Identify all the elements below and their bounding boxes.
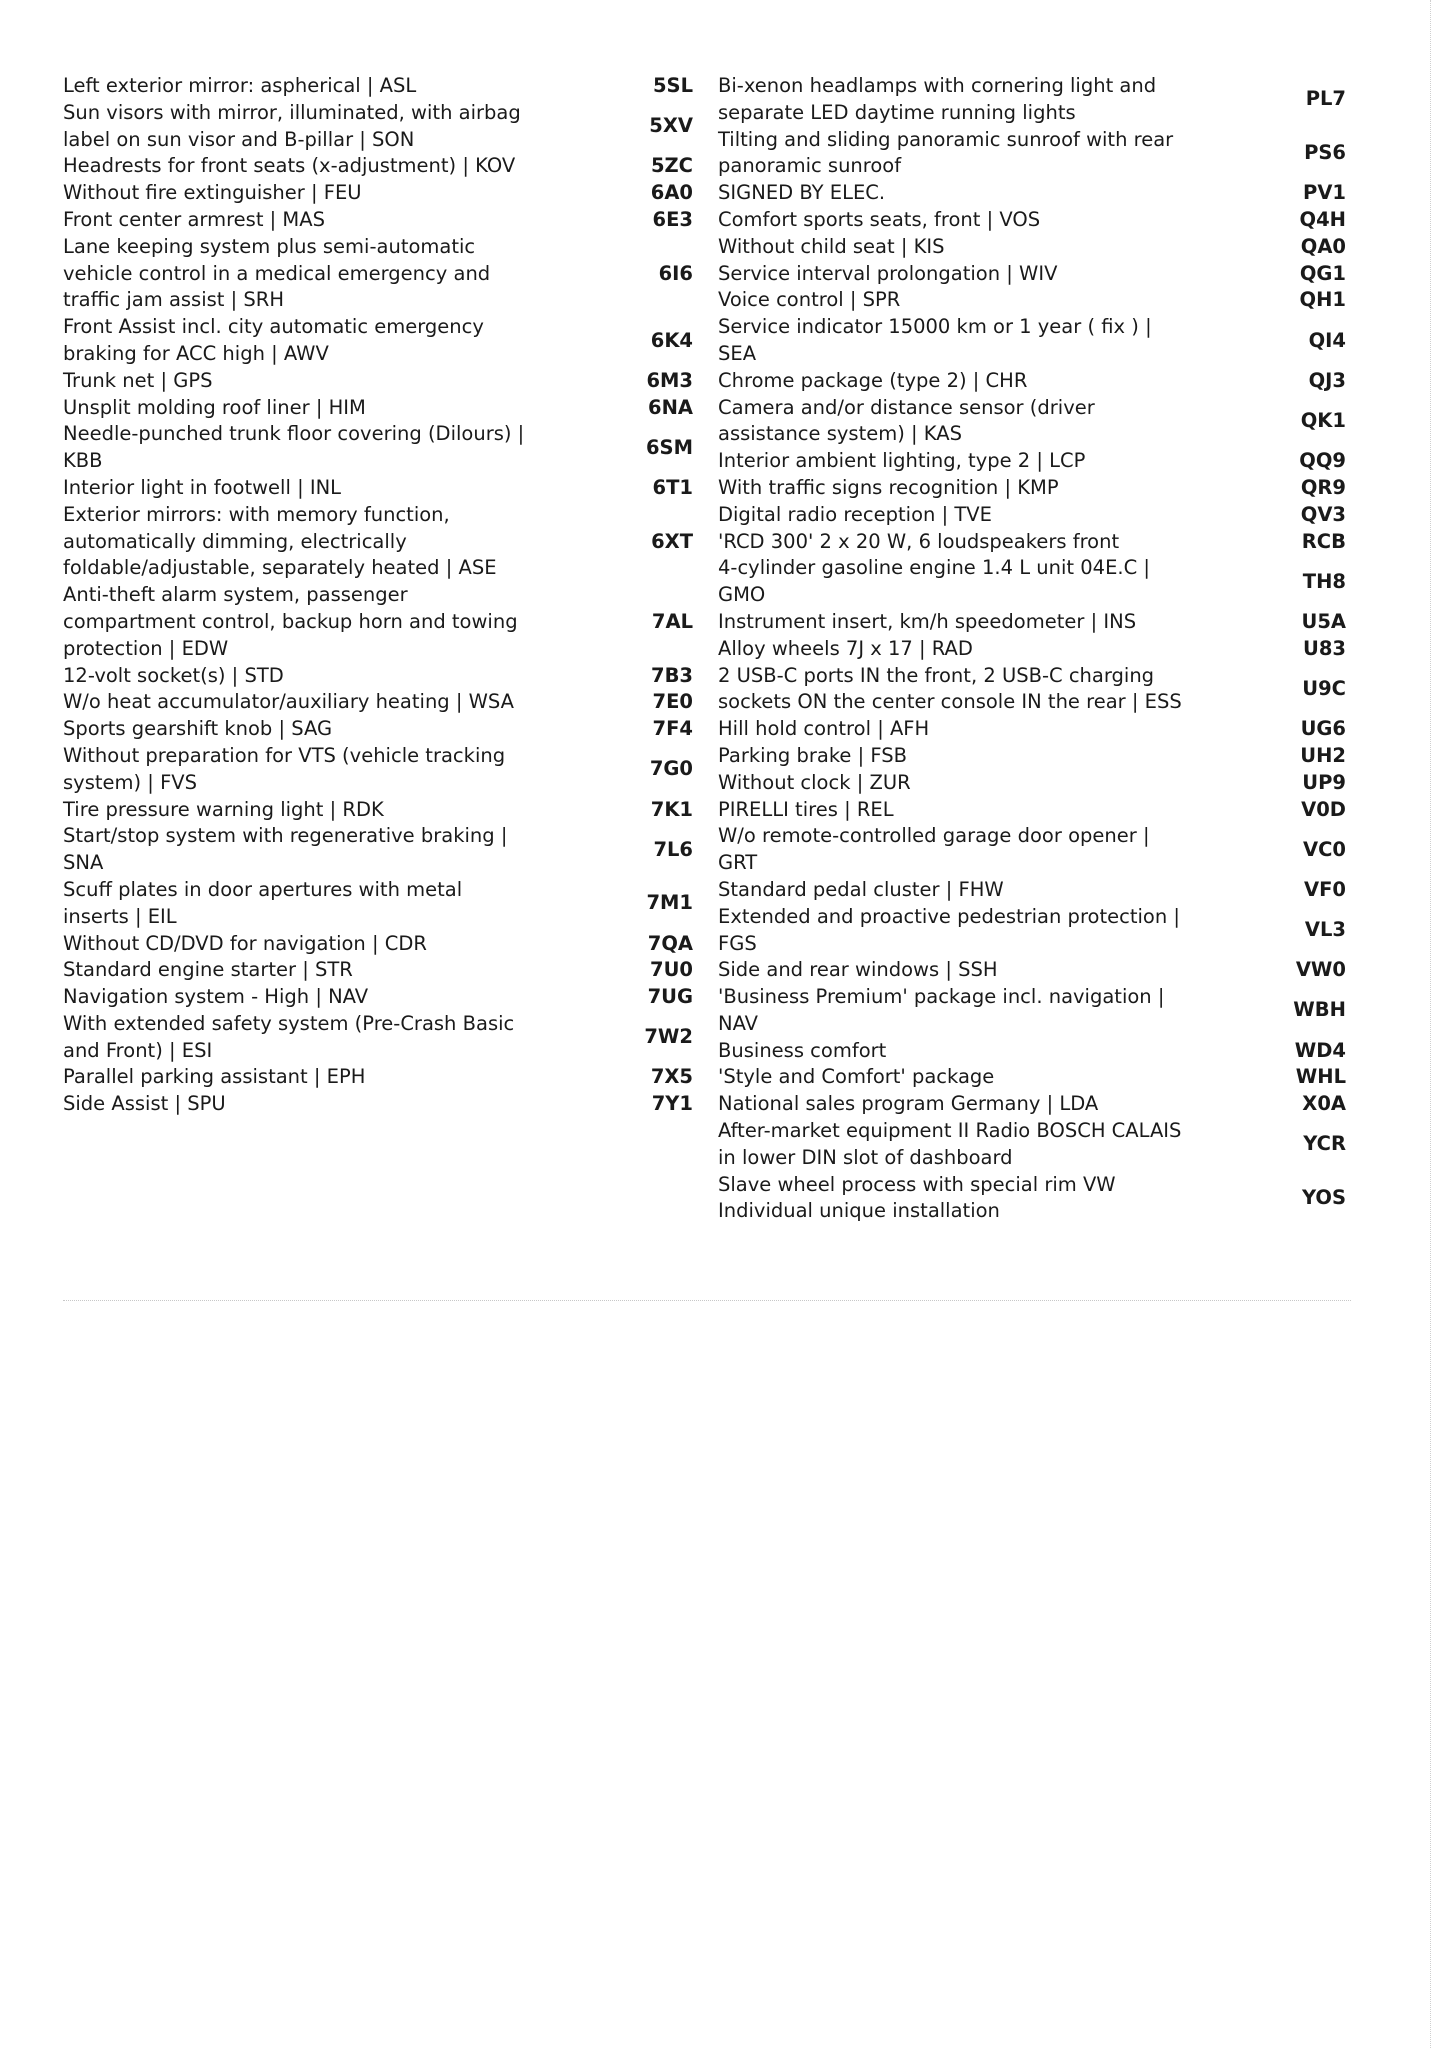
option-row (718, 475, 1348, 502)
option-row (718, 234, 1348, 261)
option-row (718, 207, 1348, 234)
option-description: Start/stop system with regenerative braking | SNA (63, 824, 508, 875)
option-code: VF0 (1304, 877, 1346, 901)
option-row (718, 1118, 1348, 1172)
option-row (718, 127, 1348, 181)
option-code: QG1 (1299, 261, 1346, 285)
option-row (718, 368, 1348, 395)
option-description: Standard engine starter | STR (63, 958, 353, 982)
option-description: 'Business Premium' package incl. navigation | NAV (718, 985, 1165, 1035)
option-description: Hill hold control | AFH (718, 717, 930, 741)
option-row (63, 984, 695, 1011)
option-code: U5A (1301, 609, 1346, 633)
option-code: WHL (1295, 1065, 1346, 1089)
option-code: YCR (1303, 1132, 1346, 1156)
option-code: QK1 (1300, 408, 1346, 432)
option-description: Sun visors with mirror, illuminated, with airbag label on sun visor and B-pillar | SON (63, 100, 521, 151)
option-row (63, 877, 695, 931)
option-code: QH1 (1299, 288, 1346, 312)
option-description: Without preparation for VTS (vehicle tracking system) | FVS (63, 743, 506, 794)
option-row (718, 1091, 1348, 1118)
option-code: QI4 (1308, 328, 1346, 352)
option-description: Unsplit molding roof liner | HIM (63, 395, 366, 419)
option-code: TH8 (1302, 569, 1346, 593)
option-description: Needle-punched trunk floor covering (Dilours) | KBB (63, 422, 525, 473)
option-description: Left exterior mirror: aspherical | ASL (63, 74, 417, 97)
option-code: 6A0 (650, 181, 693, 205)
left-option-list (63, 73, 695, 1118)
option-code: 7Y1 (651, 1092, 693, 1116)
option-row (63, 931, 695, 958)
option-row (718, 1172, 1348, 1226)
option-description: Interior light in footwell | INL (63, 475, 342, 499)
option-code: 6XT (651, 529, 693, 553)
option-code: VC0 (1303, 837, 1346, 861)
option-description: Parallel parking assistant | EPH (63, 1065, 366, 1089)
option-code: QQ9 (1299, 449, 1346, 473)
option-row (63, 743, 695, 797)
option-code: Q4H (1299, 207, 1346, 231)
scan-edge (1430, 0, 1431, 2048)
option-code: 7K1 (650, 797, 693, 821)
option-description: With extended safety system (Pre-Crash Basic and Front) | ESI (63, 1011, 515, 1062)
option-description: Slave wheel process with special rim VW Individual unique installation (718, 1172, 1116, 1223)
option-code: QJ3 (1308, 368, 1346, 392)
option-row (63, 957, 695, 984)
option-row (63, 368, 695, 395)
option-row (718, 957, 1348, 984)
option-code: 7B3 (651, 663, 693, 687)
option-row (718, 180, 1348, 207)
option-row (718, 1038, 1348, 1065)
option-row (718, 770, 1348, 797)
option-description: Without clock | ZUR (718, 770, 911, 794)
option-code: 7X5 (650, 1065, 693, 1089)
option-code: 6K4 (650, 328, 693, 352)
option-description: Front Assist incl. city automatic emergency braking for ACC high | AWV (63, 315, 484, 365)
option-row (718, 609, 1348, 636)
option-description: PIRELLI tires | REL (718, 797, 894, 821)
option-description: Side Assist | SPU (63, 1092, 226, 1116)
option-description: 2 USB-C ports IN the front, 2 USB-C charging sockets ON the center console IN the rear | ESS (718, 663, 1182, 714)
option-row (718, 636, 1348, 663)
option-code: U9C (1302, 676, 1346, 700)
option-row (63, 73, 695, 100)
option-description: 12-volt socket(s) | STD (63, 663, 284, 687)
option-description: Comfort sports seats, front | VOS (718, 207, 1041, 231)
option-description: After-market equipment II Radio BOSCH CALAIS in lower DIN slot of dashboard (718, 1119, 1182, 1169)
option-description: Tilting and sliding panoramic sunroof with rear panoramic sunroof (718, 127, 1174, 178)
option-row (63, 663, 695, 690)
option-code: U83 (1303, 636, 1346, 660)
option-description: 'RCD 300' 2 x 20 W, 6 loudspeakers front (718, 529, 1120, 553)
option-code: PS6 (1304, 140, 1346, 164)
option-code: WBH (1293, 998, 1346, 1022)
option-row (63, 153, 695, 180)
option-row (718, 877, 1348, 904)
option-code: UH2 (1300, 743, 1346, 767)
option-row (63, 100, 695, 154)
option-code: YOS (1301, 1186, 1346, 1210)
option-row (718, 663, 1348, 717)
option-row (718, 529, 1348, 556)
option-code: 7W2 (644, 1025, 693, 1049)
option-row (718, 716, 1348, 743)
option-description: Navigation system - High | NAV (63, 985, 369, 1009)
option-description: Bi-xenon headlamps with cornering light and separate LED daytime running lights (718, 74, 1157, 124)
option-row (63, 797, 695, 824)
option-description: Without fire extinguisher | FEU (63, 181, 362, 205)
option-description: Service interval prolongation | WIV (718, 261, 1058, 285)
option-row (718, 743, 1348, 770)
option-description: SIGNED BY ELEC. (718, 181, 886, 205)
option-description: Service indicator 15000 km or 1 year ( fix ) | SEA (718, 315, 1152, 365)
option-code: WD4 (1294, 1038, 1346, 1062)
option-description: 4-cylinder gasoline engine 1.4 L unit 04E.C | GMO (718, 556, 1150, 607)
option-row (63, 1011, 695, 1065)
option-code: PL7 (1305, 87, 1346, 111)
option-code: QA0 (1300, 234, 1346, 258)
option-description: Interior ambient lighting, type 2 | LCP (718, 449, 1086, 473)
option-row (718, 823, 1348, 877)
option-code: 7QA (647, 931, 693, 955)
option-description: Alloy wheels 7J x 17 | RAD (718, 636, 973, 660)
option-code: VW0 (1295, 958, 1346, 982)
option-description: W/o heat accumulator/auxiliary heating | WSA (63, 690, 515, 714)
option-code: UP9 (1302, 770, 1346, 794)
option-description: Tire pressure warning light | RDK (63, 797, 384, 821)
option-row (63, 180, 695, 207)
option-code: 7G0 (649, 757, 693, 781)
option-row (718, 314, 1348, 368)
option-code: PV1 (1303, 181, 1346, 205)
option-code: RCB (1301, 529, 1346, 553)
option-code: 5XV (649, 114, 693, 138)
option-description: Anti-theft alarm system, passenger compartment control, backup horn and towing protection | EDW (63, 583, 518, 660)
option-row (63, 314, 695, 368)
option-description: Parking brake | FSB (718, 743, 908, 767)
option-description: Scuff plates in door apertures with metal inserts | EIL (63, 877, 463, 928)
option-row (718, 261, 1348, 288)
option-row (63, 395, 695, 422)
option-code: 6NA (648, 395, 693, 419)
option-code: 7U0 (650, 958, 693, 982)
option-description: Extended and proactive pedestrian protection | FGS (718, 904, 1180, 955)
option-description: National sales program Germany | LDA (718, 1092, 1099, 1116)
option-description: Without CD/DVD for navigation | CDR (63, 931, 427, 955)
option-code: UG6 (1300, 717, 1346, 741)
option-row (63, 689, 695, 716)
option-row (718, 904, 1348, 958)
option-code: 7UG (647, 985, 693, 1009)
option-row (718, 502, 1348, 529)
option-code: 6M3 (646, 368, 693, 392)
option-row (63, 234, 695, 314)
option-row (63, 823, 695, 877)
option-row (718, 395, 1348, 449)
option-code: 7F4 (652, 717, 693, 741)
option-description: With traffic signs recognition | KMP (718, 475, 1059, 499)
option-row (718, 448, 1348, 475)
option-description: Sports gearshift knob | SAG (63, 717, 333, 741)
option-row (63, 421, 695, 475)
option-description: Headrests for front seats (x-adjustment) | KOV (63, 154, 516, 178)
option-description: Lane keeping system plus semi-automatic vehicle control in a medical emergency and traffic jam assist | SRH (63, 234, 491, 312)
option-row (63, 1064, 695, 1091)
option-code: 7L6 (653, 837, 693, 861)
option-description: Voice control | SPR (718, 288, 901, 312)
option-code: 7M1 (646, 891, 693, 915)
option-row (718, 73, 1348, 127)
option-description: Business comfort (718, 1038, 887, 1062)
option-description: Chrome package (type 2) | CHR (718, 368, 1028, 392)
option-code: 7AL (651, 609, 693, 633)
page-divider (63, 1300, 1351, 1301)
option-description: Without child seat | KIS (718, 234, 945, 258)
option-code: X0A (1302, 1092, 1346, 1116)
option-code: 6T1 (652, 475, 693, 499)
option-code: QV3 (1300, 502, 1346, 526)
option-description: Digital radio reception | TVE (718, 502, 992, 526)
right-option-list (718, 73, 1348, 1225)
option-code: 6SM (645, 435, 693, 459)
option-code: 6E3 (652, 207, 693, 231)
option-row (63, 716, 695, 743)
option-row (63, 502, 695, 582)
option-row (63, 1091, 695, 1118)
option-description: Instrument insert, km/h speedometer | INS (718, 609, 1137, 633)
option-description: Camera and/or distance sensor (driver assistance system) | KAS (718, 395, 1095, 446)
option-description: Front center armrest | MAS (63, 207, 325, 231)
option-description: Side and rear windows | SSH (718, 958, 998, 982)
option-row (718, 1064, 1348, 1091)
option-description: 'Style and Comfort' package (718, 1065, 995, 1089)
option-code: V0D (1301, 797, 1346, 821)
option-description: Standard pedal cluster | FHW (718, 877, 1004, 901)
option-row (718, 797, 1348, 824)
option-code: 5SL (652, 74, 693, 97)
option-row (63, 207, 695, 234)
option-description: W/o remote-controlled garage door opener | GRT (718, 824, 1150, 875)
option-row (718, 984, 1348, 1038)
option-row (718, 555, 1348, 609)
option-row (63, 582, 695, 662)
option-code: 6I6 (658, 261, 693, 285)
option-code: 5ZC (650, 154, 693, 178)
option-code: VL3 (1304, 918, 1346, 942)
option-description: Exterior mirrors: with memory function, automatically dimming, electrically foldable/adjustable, separately heated | ASE (63, 502, 497, 580)
option-code: 7E0 (652, 690, 693, 714)
option-description: Trunk net | GPS (63, 368, 213, 392)
option-row (718, 287, 1348, 314)
option-row (63, 475, 695, 502)
option-code: QR9 (1300, 475, 1346, 499)
